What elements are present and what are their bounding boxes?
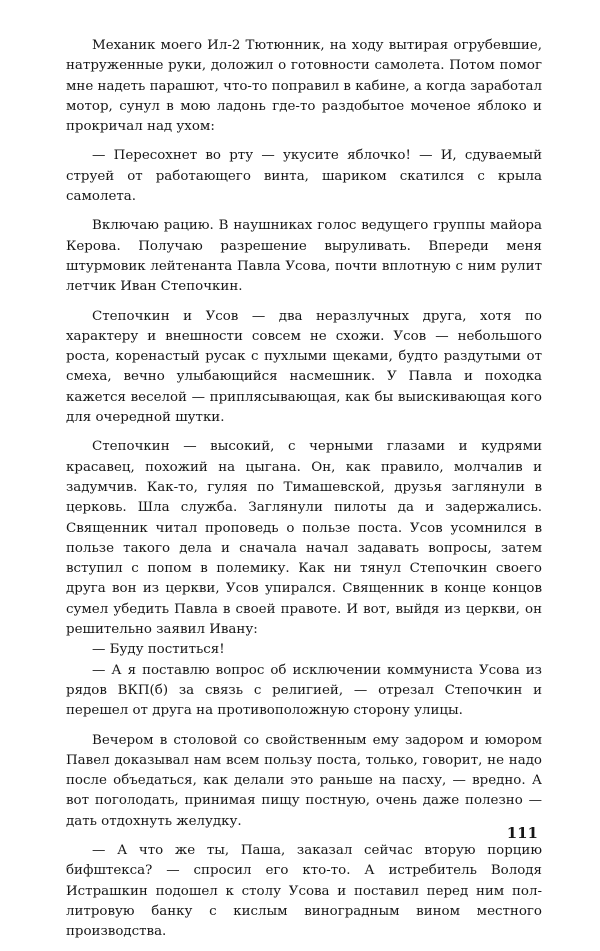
paragraph-dinner-fasting: Вечером в столовой со свойственным ему задором и юмором Павел доказывал нам всем пользу поста, только, говорит, не надо после объедаться, как делали это раньше на пасху, — вредно. А вот поголодать, принимая пищу постную, очень даже полезно — дать отдохнуть желудку. <box>66 732 542 829</box>
page-text-column <box>66 36 542 951</box>
paragraph-radio-taxi: Включаю рацию. В наушниках голос ведущего группы майора Керова. Получаю разрешение выруливать. Впереди меня штурмовик лейтенанта Павла Усова, почти вплотную с ним рулит летчик Иван Степочкин. <box>66 218 542 295</box>
paragraph-steak-wine: — А что же ты, Паша, заказал сейчас вторую порцию бифштекса? — спросил его кто-то. А истребитель Володя Истрашкин подошел к столу Усова и поставил перед ним пол-литровую банку с кислым виноградным вином местного производства. <box>66 842 542 940</box>
paragraph-church-story: Степочкин — высокий, с черными глазами и кудрями красавец, похожий на цыгана. Он, как правило, молчалив и задумчив. Как-то, гуляя по Тимашевской, друзья заглянули в церковь. Шла служба. Заглянули пилоты да и задержались. Священник читал проповедь о пользе поста. Усов усомнился в пользе такого дела и сначала начал задавать вопросы, затем вступил с попом в полемику. Как ни тянул Степочкин своего друга вон из церкви, Усов упирался. Священник в конце концов сумел убедить Павла в своей правоте. И вот, выйдя из церкви, он решительно заявил Ивану: <box>66 439 542 638</box>
paragraph-party-reply: — А я поставлю вопрос об исключении коммуниста Усова из рядов ВКП(б) за связь с религией, — отрезал Степочкин и перешел от друга на противоположную сторону улицы. <box>66 662 542 719</box>
paragraph-two-friends: Степочкин и Усов — два неразлучных друга, хотя по характеру и внешности совсем не схожи. Усов — небольшого роста, коренастый русак с пухлыми щеками, будто раздутыми от смеха, вечно улыбающийся насмешник. У Павла и походка кажется веселой — приплясывающая, как бы выискивающая кого для очередной шутки. <box>66 308 542 426</box>
paragraph-fasting-quote: — Буду поститься! <box>92 642 225 658</box>
paragraph-apple-remark: — Пересохнет во рту — укусите яблочко! — И, сдуваемый струей от работающего винта, шариком скатился с крыла самолета. <box>66 148 542 205</box>
paragraph-mechanic: Механик моего Ил-2 Тютюнник, на ходу вытирая огрубевшие, натруженные руки, доложил о готовности самолета. Потом помог мне надеть парашют, что-то поправил в кабине, а когда заработал мотор, сунул в мою ладонь где-то раздобытое моченое яблоко и прокричал над ухом: <box>66 38 542 135</box>
page-number: 111 <box>506 824 538 842</box>
